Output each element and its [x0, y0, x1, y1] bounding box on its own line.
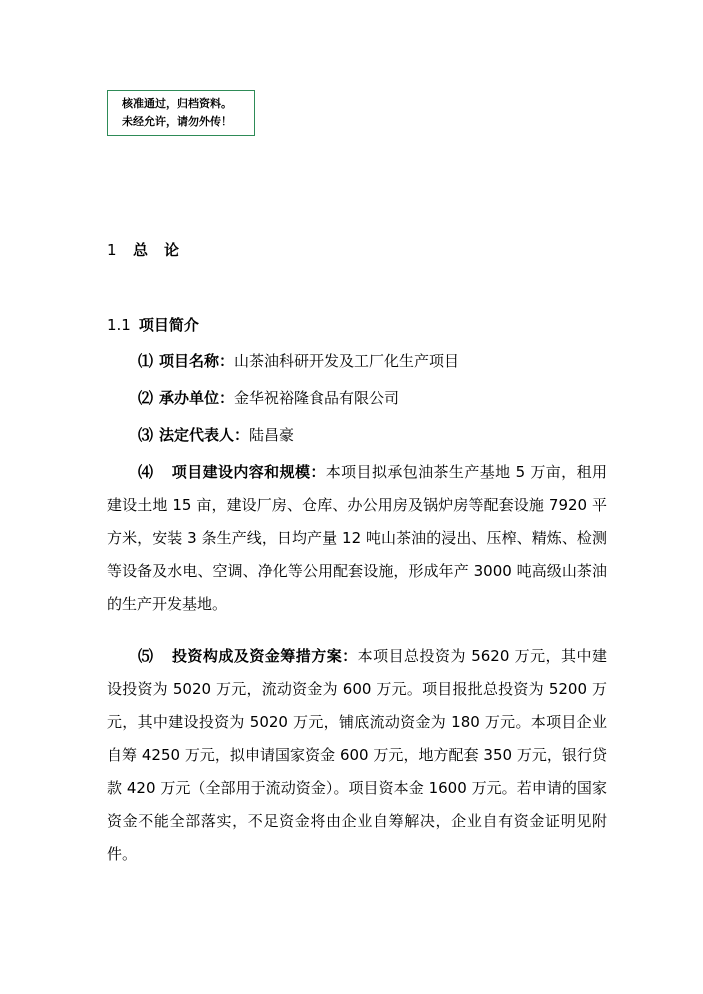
- item-value: 金华祝裕隆食品有限公司: [234, 389, 400, 407]
- stamp-line-2: 未经允许，请勿外传！: [122, 115, 232, 128]
- item-label: 法定代表人：: [159, 426, 250, 444]
- item-legal-rep: [138, 425, 294, 445]
- item-value: 陆昌豪: [249, 426, 295, 444]
- paragraph-construction-scope: [107, 456, 607, 621]
- item-value: 山茶油科研开发及工厂化生产项目: [234, 352, 460, 370]
- approval-stamp: [107, 90, 255, 136]
- stamp-line-1: 核准通过，归档资料。: [122, 97, 232, 110]
- paragraph-text: 本项目拟承包油茶生产基地 5 万亩，租用建设土地 15 亩，建设厂房、仓库、办公用房及锅炉房等配套设施 7920 平方米，安装 3 条生产线，日均产量 12 吨山茶油的浸出、压榨、精炼、检测等设备及水电、空调、净化等公用配套设施，形成年产 3000 吨高级山茶油的生产开发基地。: [107, 463, 607, 613]
- subsection-number: 1.1: [107, 316, 131, 334]
- item-label: 承办单位：: [159, 389, 235, 407]
- paragraph-investment: [107, 640, 607, 871]
- subsection-title: 项目简介: [138, 316, 199, 334]
- item-label: 项目名称：: [159, 352, 235, 370]
- paragraph-number: ⑸: [138, 647, 154, 665]
- item-number: ⑵: [138, 389, 154, 407]
- item-number: ⑴: [138, 352, 154, 370]
- item-project-name: [138, 351, 459, 371]
- section-heading-1: [107, 240, 195, 260]
- paragraph-label: 项目建设内容和规模：: [171, 463, 326, 481]
- paragraph-label: 投资构成及资金筹措方案：: [171, 647, 358, 665]
- item-organizer: [138, 388, 399, 408]
- paragraph-text: 本项目总投资为 5620 万元，其中建设投资为 5020 万元，流动资金为 600 万元。项目报批总投资为 5200 万元，其中建设投资为 5020 万元，铺底流动资金为 180 万元。本项目企业自筹 4250 万元，拟申请国家资金 600 万元，地方配套 350 万元，银行贷款 420 万元（全部用于流动资金）。项目资本金 1600 万元。若申请的国家资金不能全部落实，不足资金将由企业自筹解决，企业自有资金证明见附件。: [107, 647, 607, 863]
- section-number: 1: [107, 241, 117, 259]
- section-heading-1-1: [107, 315, 199, 335]
- paragraph-number: ⑷: [138, 463, 154, 481]
- section-title: 总论: [133, 241, 196, 259]
- item-number: ⑶: [138, 426, 154, 444]
